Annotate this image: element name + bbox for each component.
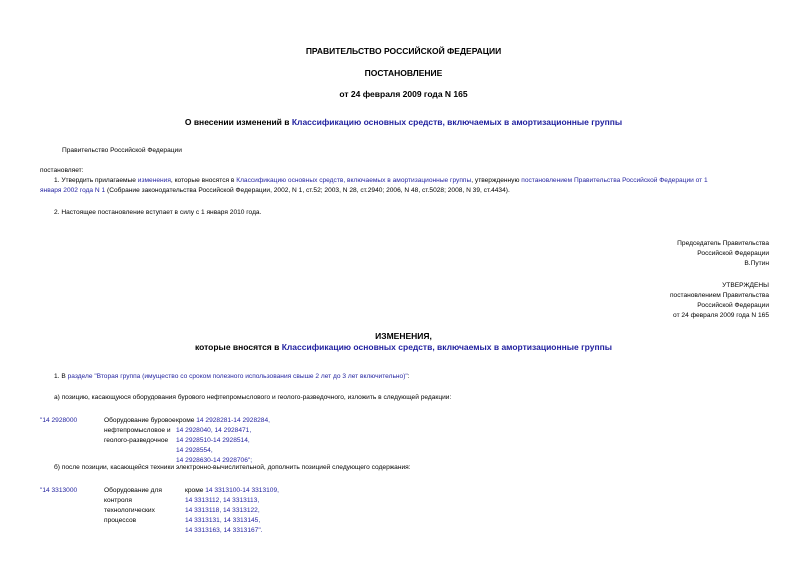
p1-text-c: , утвержденную <box>471 177 522 184</box>
code-link[interactable]: 14 2928630-14 2928706"; <box>176 457 253 464</box>
table-a-except-prefix: кроме <box>176 417 197 424</box>
change-item-b: б) после позиции, касающейся техники электронно-вычислительной, дополнить позицией следующего содержания: <box>54 464 411 471</box>
table-a-name-line: нефтепромысловое и <box>104 427 171 434</box>
table-b-code[interactable]: "14 3313000 <box>40 487 78 494</box>
p1-text-d: (Собрание законодательства Российской Федерации, 2002, N 1, ст.52; 2003, N 28, ст.2940; 2006, N 48, ст.5028; 2008, N 39, ст.4434). <box>105 187 510 194</box>
signature-block <box>677 239 769 269</box>
paragraph-1-line-1 <box>40 176 770 186</box>
change-item-a: а) позицию, касающуюся оборудования бурового нефтепромыслового и геолого-разведочного, изложить в следующей редакции: <box>54 394 452 401</box>
document-type: ПОСТАНОВЛЕНИЕ <box>364 68 443 78</box>
table-b-except <box>185 486 279 536</box>
table-a-name-line: Оборудование буровое <box>104 417 176 424</box>
table-a-except <box>176 416 270 466</box>
table-a-code[interactable]: "14 2928000 <box>40 417 78 424</box>
approved-line-2: постановлением Правительства <box>669 292 769 299</box>
item1-prefix: 1. В <box>54 373 68 380</box>
approved-line-3: Российской Федерации <box>697 302 769 309</box>
code-link[interactable]: 14 3313100-14 3313109, <box>205 487 279 494</box>
code-link[interactable]: 14 3313163, 14 3313167". <box>185 527 263 534</box>
paragraph-2: 2. Настоящее постановление вступает в силу с 1 января 2010 года. <box>54 209 262 216</box>
decree-text: постановляет: <box>40 167 84 174</box>
code-link[interactable]: 14 2928510-14 2928514, <box>176 437 250 444</box>
code-link[interactable]: 14 3313118, 14 3313122, <box>185 507 260 514</box>
approved-heading: УТВЕРЖДЕНЫ <box>722 282 769 289</box>
p1-text-a: 1. Утвердить прилагаемые <box>54 177 138 184</box>
item1-suffix: : <box>407 373 410 380</box>
changes-classification-link[interactable]: Классификацию основных средств, включаемых в амортизационные группы <box>281 342 612 352</box>
changes-title: ИЗМЕНЕНИЯ, <box>375 331 432 341</box>
p1-text-b: , которые вносятся в <box>170 177 237 184</box>
code-link[interactable]: 14 3313112, 14 3313113, <box>185 497 260 504</box>
classification-link[interactable]: Классификацию основных средств, включаемых в амортизационные группы <box>291 117 623 127</box>
table-b-name-line: Оборудование для <box>104 487 162 494</box>
title-prefix: О внесении изменений в <box>184 117 292 127</box>
government-heading: ПРАВИТЕЛЬСТВО РОССИЙСКОЙ ФЕДЕРАЦИИ <box>305 46 502 56</box>
intro-text: Правительство Российской Федерации <box>62 147 182 154</box>
signature-name: В.Путин <box>744 260 769 267</box>
table-b-name-line: технологических <box>104 507 155 514</box>
table-b-name-line: процессов <box>104 517 137 524</box>
changes-subtitle-prefix: которые вносятся в <box>195 342 282 352</box>
paragraph-1-line-2 <box>40 186 770 196</box>
table-a-codes-line <box>176 416 270 426</box>
code-link[interactable]: 14 2928040, 14 2928471, <box>176 427 252 434</box>
table-b-codes-line <box>185 486 279 496</box>
code-link[interactable]: 14 3313131, 14 3313145, <box>185 517 261 524</box>
paragraph-1 <box>40 176 770 196</box>
changes-link[interactable]: изменения <box>137 177 171 184</box>
change-item-1 <box>54 372 410 382</box>
approved-block <box>670 281 769 321</box>
changes-subtitle <box>0 342 807 352</box>
section-link[interactable]: разделе "Вторая группа (имущество со сроком полезного использования свыше 2 лет до 3 лет включительно)" <box>67 373 408 380</box>
table-a-name-line: геолого-разведочное <box>104 437 169 444</box>
table-b-name-line: контроля <box>104 497 132 504</box>
resolution-link[interactable]: постановлением Правительства Российской Федерации от 1 <box>521 177 708 184</box>
resolution-link-cont[interactable]: января 2002 года N 1 <box>40 187 106 194</box>
classification-link-inline[interactable]: Классификацию основных средств, включаемых в амортизационные группы <box>236 177 472 184</box>
table-a-name <box>104 416 176 446</box>
code-link[interactable]: 14 2928281-14 2928284, <box>196 417 270 424</box>
approved-line-4: от 24 февраля 2009 года N 165 <box>673 312 769 319</box>
document-date-number: от 24 февраля 2009 года N 165 <box>339 89 468 99</box>
document-title <box>0 117 807 127</box>
table-b-name <box>104 486 162 526</box>
table-b-except-prefix: кроме <box>185 487 206 494</box>
signature-title: Председатель Правительства <box>677 240 769 247</box>
signature-country: Российской Федерации <box>697 250 769 257</box>
code-link[interactable]: 14 2928554, <box>176 447 213 454</box>
